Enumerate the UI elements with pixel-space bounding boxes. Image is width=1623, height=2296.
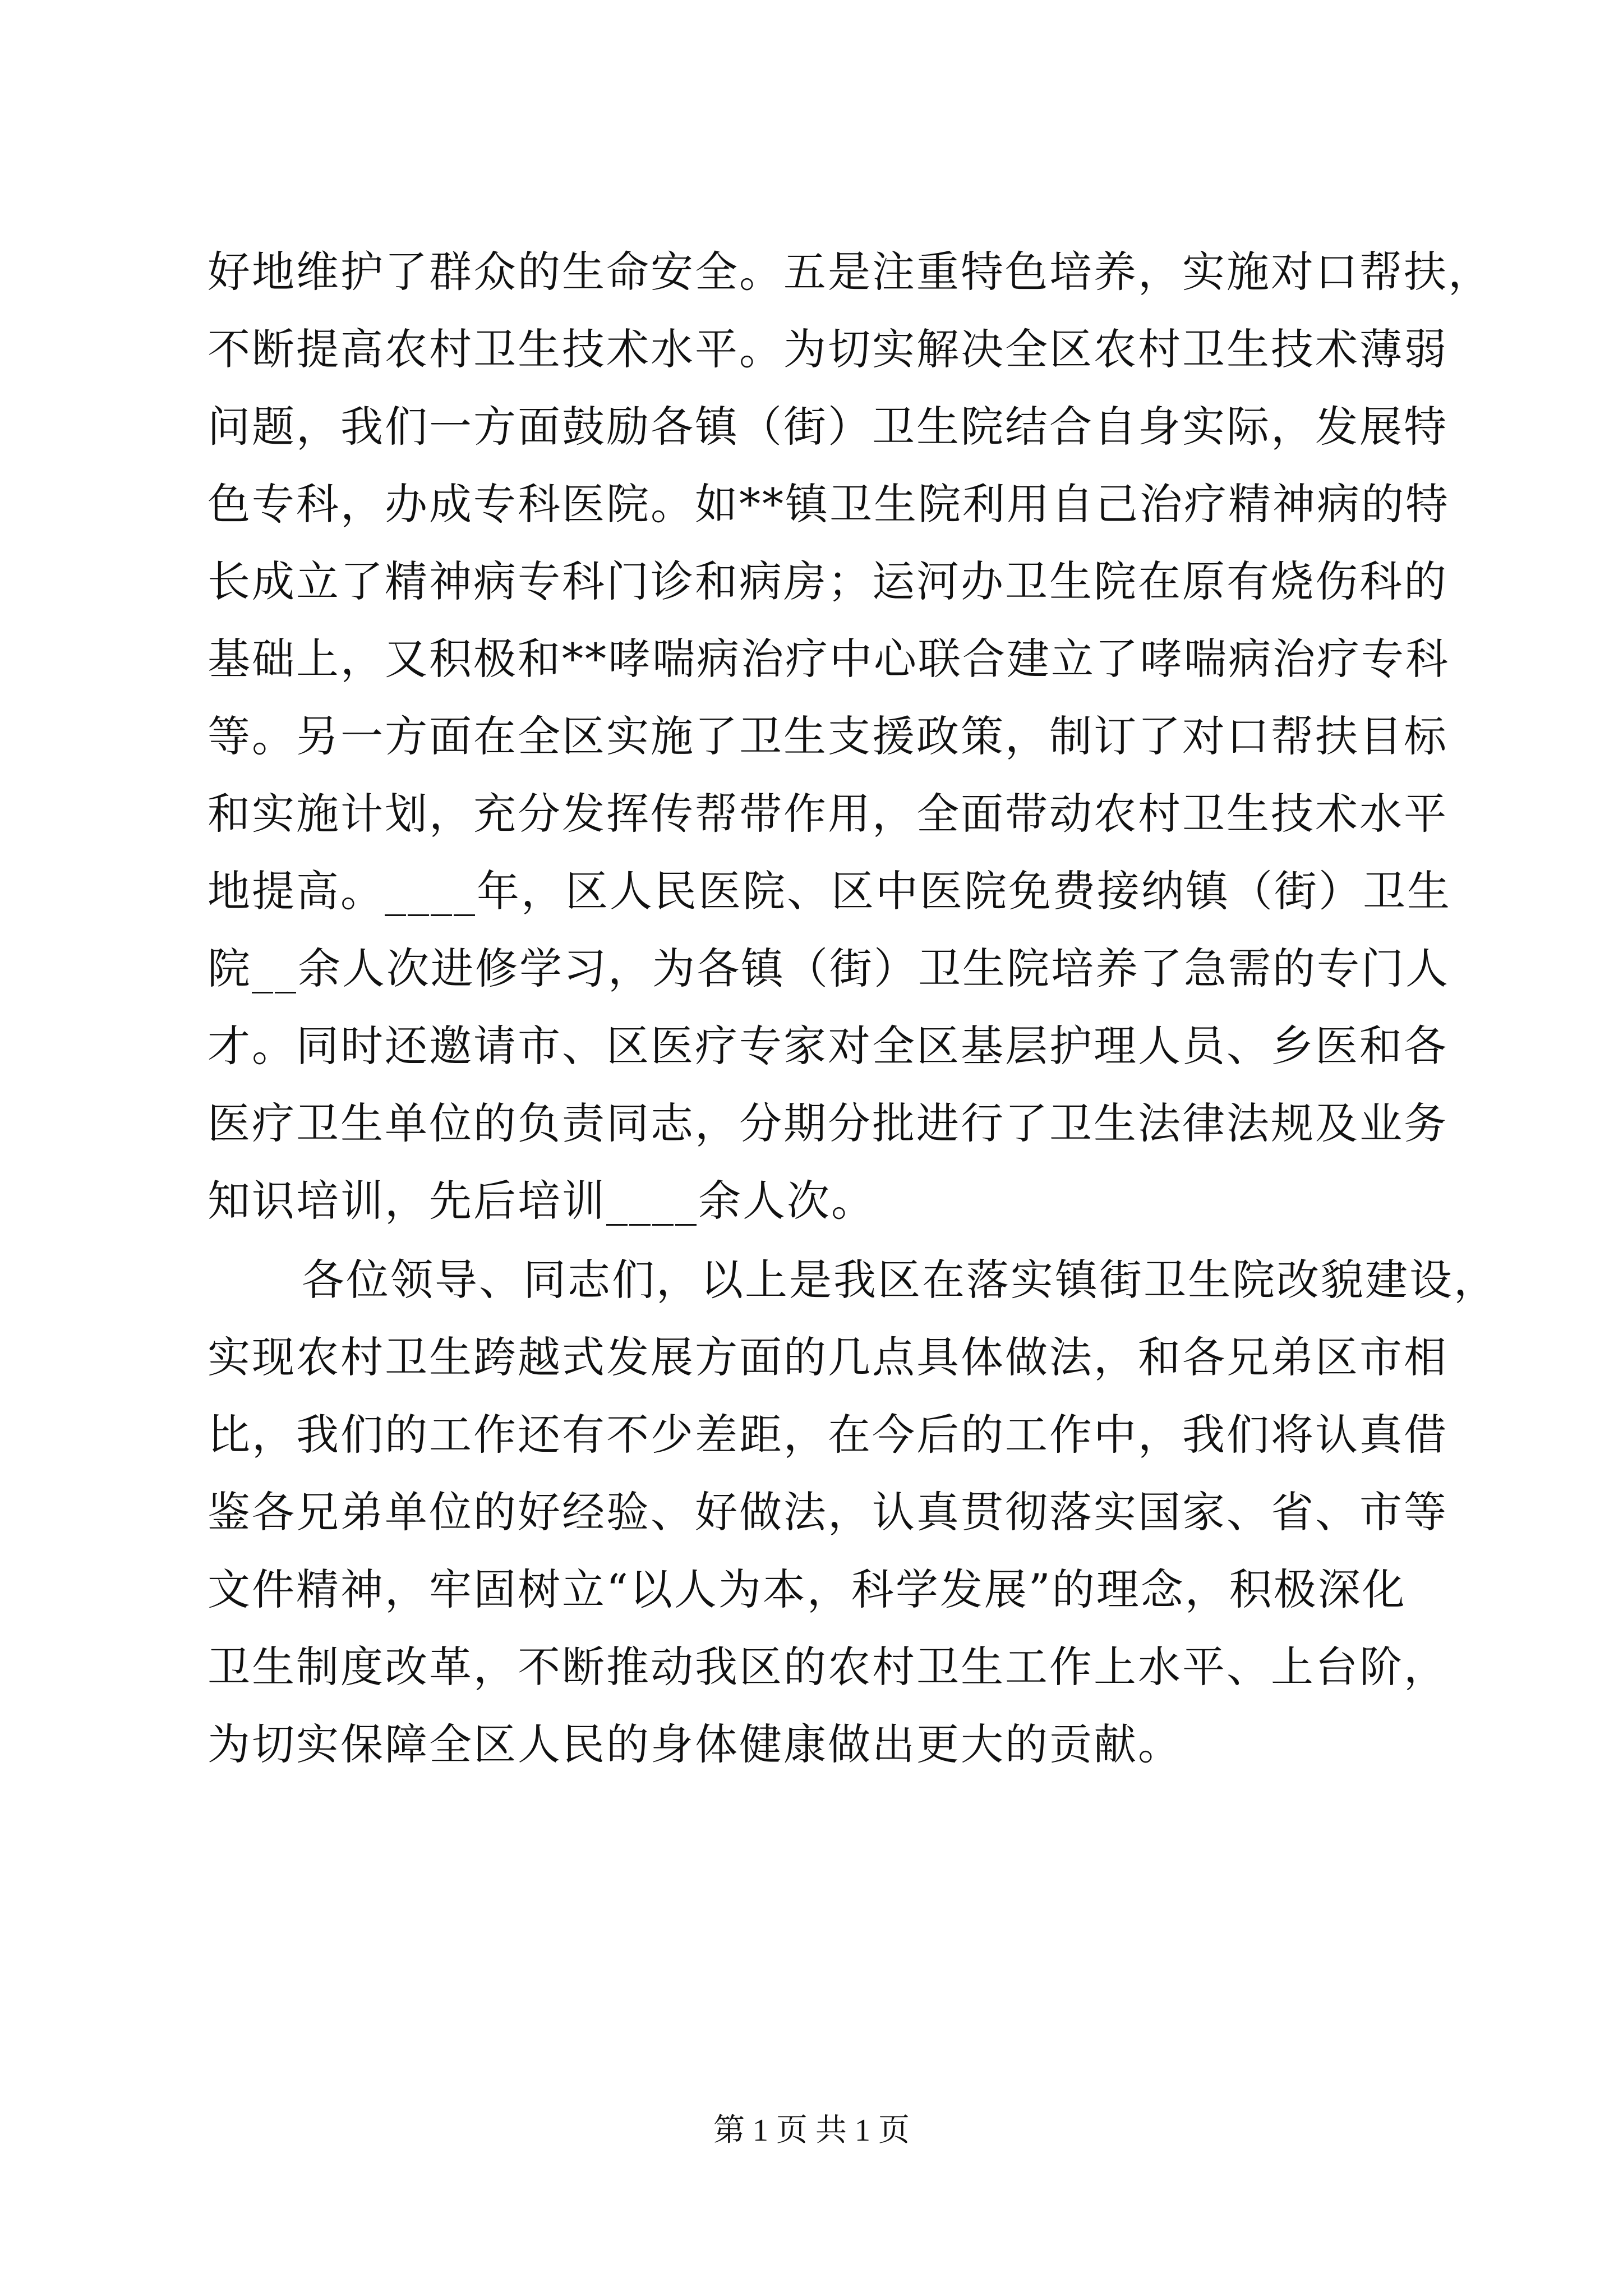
paragraph-2-line-4: 鉴各兄弟单位的好经验、好做法，认真贯彻落实国家、省、市等 — [208, 1487, 1448, 1537]
paragraph-1-line-7: 等。另一方面在全区实施了卫生支援政策，制订了对口帮扶目标 — [208, 711, 1448, 761]
paragraph-1-line-11: 才。同时还邀请市、区医疗专家对全区基层护理人员、乡医和各 — [208, 1021, 1448, 1071]
paragraph-1-line-12: 医疗卫生单位的负责同志，分期分批进行了卫生法律法规及业务 — [208, 1098, 1448, 1148]
paragraph-2-line-2: 实现农村卫生跨越式发展方面的几点具体做法，和各兄弟区市相 — [208, 1332, 1448, 1382]
paragraph-2-line-6: 卫生制度改革，不断推动我区的农村卫生工作上水平、上台阶， — [208, 1642, 1448, 1692]
paragraph-2-line-7: 为切实保障全区人民的身体健康做出更大的贡献。 — [208, 1719, 1182, 1769]
page-number: 第 1 页 共 1 页 — [713, 2113, 910, 2148]
paragraph-1-line-1: 好地维护了群众的生命安全。五是注重特色培养，实施对口帮扶， — [208, 247, 1492, 297]
paragraph-1-line-2: 不断提高农村卫生技术水平。为切实解决全区农村卫生技术薄弱 — [208, 324, 1448, 374]
paragraph-1-line-9: 地提高。____年，区人民医院、区中医院免费接纳镇（街）卫生 — [208, 866, 1451, 916]
paragraph-1-line-3: 问题，我们一方面鼓励各镇（街）卫生院结合自身实际，发展特 — [208, 402, 1448, 452]
paragraph-2-line-3: 比，我们的工作还有不少差距，在今后的工作中，我们将认真借 — [208, 1410, 1448, 1460]
paragraph-1-line-10: 院__余人次进修学习，为各镇（街）卫生院培养了急需的专门人 — [208, 944, 1450, 993]
paragraph-2-line-1: 各位领导、同志们，以上是我区在落实镇街卫生院改貌建设， — [302, 1255, 1498, 1305]
paragraph-1-line-13: 知识培训，先后培训____余人次。 — [208, 1176, 875, 1226]
page-footer — [0, 2108, 1623, 2153]
paragraph-1-line-4: 色专科，办成专科医院。如**镇卫生院利用自己治疗精神病的特 — [208, 479, 1450, 529]
paragraph-1-line-8: 和实施计划，充分发挥传帮带作用，全面带动农村卫生技术水平 — [208, 789, 1448, 839]
paragraph-1-line-6: 基础上，又积极和**哮喘病治疗中心联合建立了哮喘病治疗专科 — [208, 634, 1450, 684]
paragraph-2-line-5: 文件精神，牢固树立“以人为本，科学发展”的理念，积极深化 — [208, 1565, 1407, 1614]
paragraph-1-line-5: 长成立了精神病专科门诊和病房；运河办卫生院在原有烧伤科的 — [208, 556, 1448, 606]
